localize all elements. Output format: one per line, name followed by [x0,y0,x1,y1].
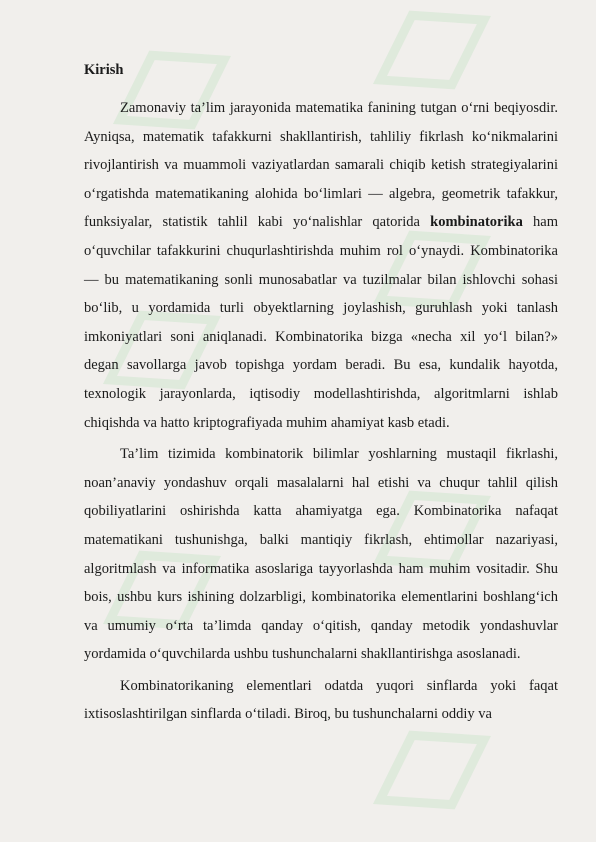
paragraph-2: Ta’lim tizimida kombinatorik bilimlar yoshlarning mustaqil fikrlashi, noan’anaviy yondashuv orqali masalalarni hal etishi va chuqur tahlil qilish qobiliyatlarini oshirishda katta ahamiyatga ega. Kombinatorika nafaqat matematikani tushunishga, balki mantiqiy fikrlash, ehtimollar nazariyasi, algoritmlash va informatika asoslariga tayyorlashda ham muhim vositadir. Shu bois, ushbu kurs ishining dolzarbligi, kombinatorika elementlarini boshlang‘ich va umumiy o‘rta ta’limda qanday o‘qitish, qanday metodik yondashuvlar yordamida o‘quvchilarda ushbu tushunchalarni shakllantirishga asoslanadi. [84,446,558,663]
paragraph-3: Kombinatorikaning elementlari odatda yuqori sinflarda yoki faqat ixtisoslashtirilgan sinflarda o‘tiladi. Biroq, bu tushunchalarni oddiy va [84,677,558,723]
paragraph-1-bold-term: kombinatorika [430,214,523,231]
document-body [84,60,558,732]
paragraph-1-text-after: ham o‘quvchilar tafakkurini chuqurlashtirishda muhim rol o‘ynaydi. Kombinatorika — bu matematikaning sonli munosabatlar va tuzilmalar bilan ishlovchi sohasi bo‘lib, u yordamida turli obyektlarning joylashish, guruhlash yoki tanlash imkoniyatlari soni aniqlanadi. Kombinatorika bizga «necha xil yo‘l bilan?» degan savollarga javob topishga yordam beradi. Bu esa, kundalik hayotda, texnologik jarayonlarda, iqtisodiy modellashtirishda, algoritmlarni ishlab chiqishda va hatto kriptografiyada muhim ahamiyat kasb etadi. [84,214,558,431]
section-heading: Kirish [84,62,124,78]
paragraph-1 [84,94,558,437]
paragraph-1-text-before: Zamonaviy ta’lim jarayonida matematika fanining tutgan o‘rni beqiyosdir. Ayniqsa, matematik tafakkurni shakllantirish, tahliliy fikrlash ko‘nikmalarini rivojlantirish va muammoli vaziyatlardan samarali chiqib ketish strategiyalarini o‘rgatishda matematikaning alohida bo‘limlari — algebra, geometrik tafakkur, funksiyalar, statistik tahlil kabi yo‘nalishlar qatorida [84,100,558,231]
